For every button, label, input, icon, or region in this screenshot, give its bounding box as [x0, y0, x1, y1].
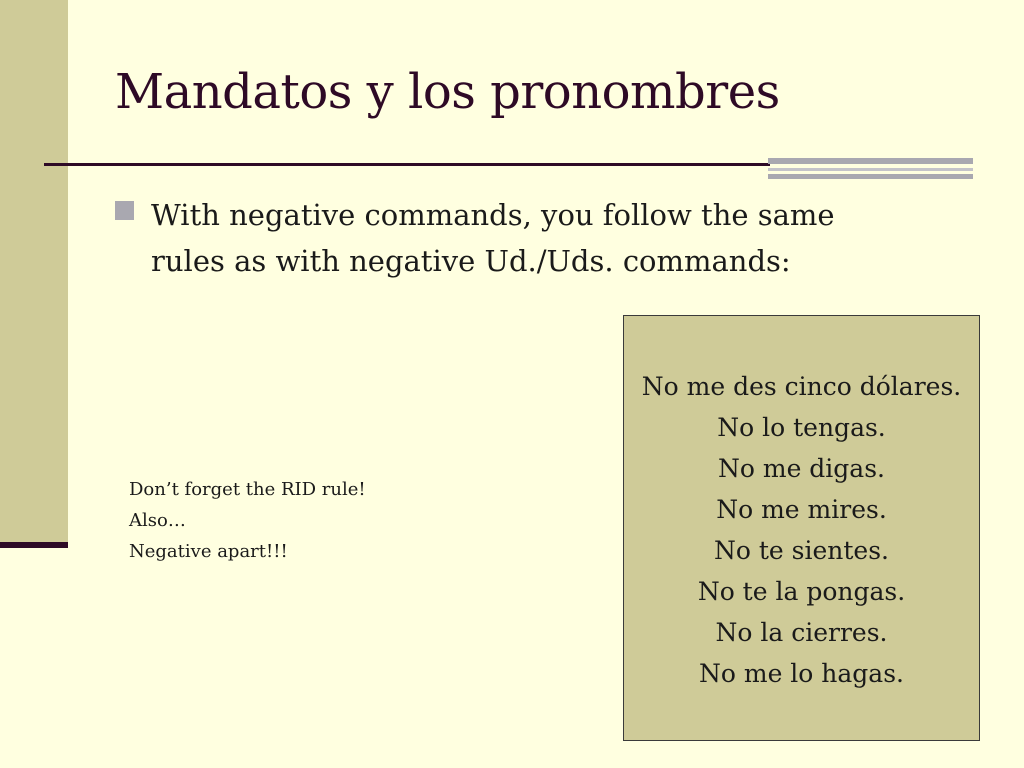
accent-bar — [768, 174, 973, 179]
example-sentence: No te la pongas. — [697, 577, 906, 606]
square-bullet-icon — [115, 201, 134, 220]
bullet-point — [115, 192, 925, 284]
rid-rule-note — [129, 474, 429, 567]
accent-bar — [768, 158, 973, 164]
example-sentence: No me des cinco dólares. — [641, 372, 962, 401]
example-sentence: No me digas. — [717, 454, 885, 483]
example-sentence: No te sientes. — [714, 536, 889, 565]
note-line: Negative apart!!! — [129, 541, 288, 562]
title-underline — [44, 163, 770, 166]
bullet-text: With negative commands, you follow the same rules as with negative Ud./Uds. commands: — [151, 198, 835, 278]
example-sentence: No me lo hagas. — [698, 659, 904, 688]
accent-bar — [768, 168, 973, 171]
example-sentence: No me mires. — [716, 495, 887, 524]
accent-bars — [768, 158, 973, 180]
note-line: Don’t forget the RID rule! — [129, 479, 366, 500]
slide-title: Mandatos y los pronombres — [115, 64, 780, 120]
left-band-rule — [0, 542, 68, 548]
example-sentence: No lo tengas. — [717, 413, 886, 442]
left-decorative-band — [0, 0, 68, 542]
note-line: Also… — [129, 510, 186, 531]
examples-box — [623, 315, 980, 741]
example-sentence: No la cierres. — [715, 618, 888, 647]
